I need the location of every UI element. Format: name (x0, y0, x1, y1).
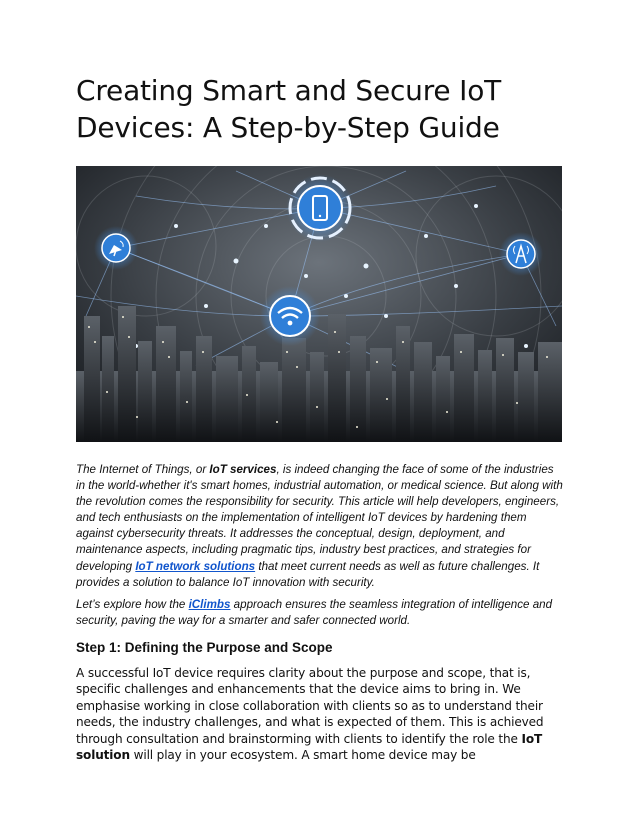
intro2-text-2: approach ensures the seamless integration of intelligence and security, paving the way for a smarter and safer connected world. (76, 598, 553, 628)
hero-image (76, 166, 562, 442)
step1-heading: Step 1: Defining the Purpose and Scope (76, 640, 333, 655)
intro-text-1: The Internet of Things, or (76, 463, 210, 476)
intro2-text-1: Let’s explore how the (76, 598, 189, 611)
title-line-1: Creating Smart and Secure IoT (76, 74, 502, 107)
intro-paragraph-2 (76, 597, 564, 629)
page-title (76, 72, 556, 146)
smartphone-icon (286, 174, 354, 242)
intro-paragraph (76, 462, 564, 591)
wifi-icon (260, 286, 320, 346)
iot-services-bold: IoT services (209, 463, 277, 476)
step1-text-2: will play in your ecosystem. A smart home device may be (129, 748, 476, 763)
step1-body (76, 665, 568, 763)
iclimbs-link[interactable]: iClimbs (188, 598, 231, 611)
iot-network-solutions-link[interactable]: IoT network solutions (135, 559, 256, 573)
step1-text-1: A successful IoT device requires clarity about the purpose and scope, that is, specific challenges and enhancements that the device aims to bring in. We emphasise working in close collaboration with clients so as to understand their needs, the industry challenges, and what is expected of them. This is achieved through consultation and brainstorming with clients to identify the role the (76, 666, 544, 746)
satellite-dish-icon (94, 226, 138, 270)
intro-text-3: that meet current needs as well as future challenges. It provides a solution to balance IoT innovation with security. (76, 559, 540, 589)
cell-tower-icon (499, 232, 543, 276)
iot-solution-bold: IoT solution (76, 731, 543, 763)
title-line-2: Devices: A Step-by-Step Guide (76, 111, 500, 144)
intro-text-2: , is indeed changing the face of some of the industries in the world-whether it's smart homes, industrial automation, or medical science. But along with the revolution comes the responsibility for security. This article will help developers, engineers, and tech enthusiasts on the implementation of intelligent IoT devices by hardening them against cybersecurity threats. It addresses the conceptual, design, deployment, and maintenance aspects, including pragmatic tips, industry best practices, and strategies for developing (76, 463, 563, 573)
